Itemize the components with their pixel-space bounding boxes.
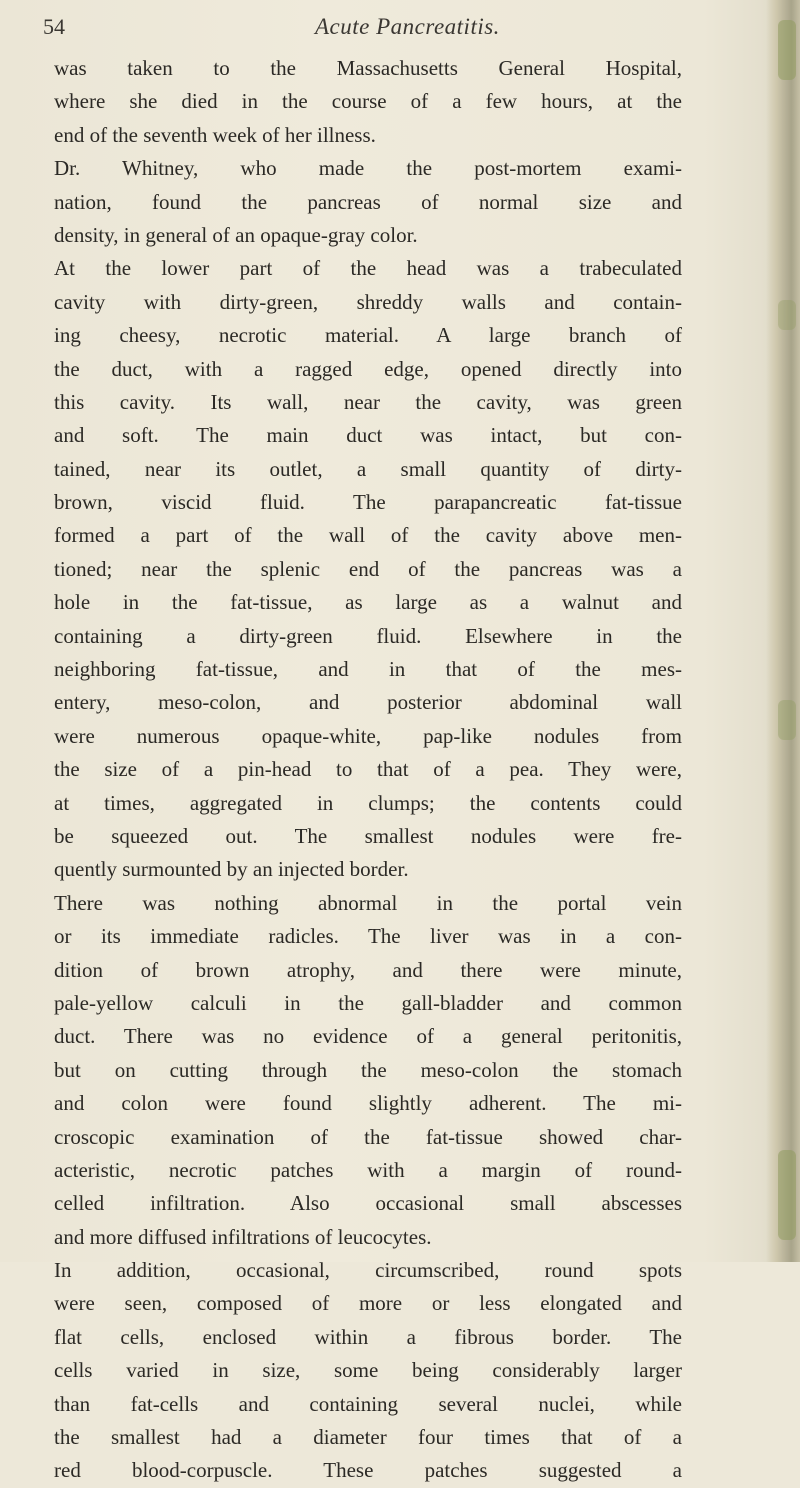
text-line: this cavity. Its wall, near the cavity, was green [54,389,682,414]
body-text [54,52,682,1488]
text-line: the duct, with a ragged edge, opened directly into [54,356,682,381]
text-line: celled infiltration. Also occasional small abscesses [54,1191,682,1216]
text-line: the smallest had a diameter four times that of a [54,1425,682,1450]
text-line: neighboring fat-tissue, and in that of the mes- [54,657,682,682]
text-line: or its immediate radicles. The liver was in a con- [54,924,682,949]
text-line: acteristic, necrotic patches with a margin of round- [54,1157,682,1182]
text-line: Dr. Whitney, who made the post-mortem exami- [54,156,682,181]
edge-stain [778,20,796,80]
text-line: formed a part of the wall of the cavity above men- [54,523,682,548]
text-line: the size of a pin-head to that of a pea. They were, [54,757,682,782]
running-title: Acute Pancreatitis. [315,14,500,39]
text-line: In addition, occasional, circumscribed, round spots [54,1258,682,1283]
text-line: croscopic examination of the fat-tissue showed char- [54,1124,682,1149]
text-line: dition of brown atrophy, and there were minute, [54,957,682,982]
edge-stain [778,300,796,330]
text-line: and more diffused infiltrations of leucocytes. [54,1224,432,1249]
text-line: pale-yellow calculi in the gall-bladder and common [54,990,682,1015]
page-header [43,14,683,54]
text-line: quently surmounted by an injected border. [54,857,409,882]
text-line: were numerous opaque-white, pap-like nodules from [54,723,682,748]
text-line: red blood-corpuscle. These patches suggested a [54,1458,682,1483]
edge-stain [778,700,796,740]
text-line: but on cutting through the meso-colon the stomach [54,1057,682,1082]
text-line: at times, aggregated in clumps; the contents could [54,790,682,815]
text-line: nation, found the pancreas of normal size and [54,189,682,214]
text-line: At the lower part of the head was a trabeculated [54,256,682,281]
text-line: tained, near its outlet, a small quantity of dirty- [54,456,682,481]
text-line: entery, meso-colon, and posterior abdominal wall [54,690,682,715]
text-line: ing cheesy, necrotic material. A large branch of [54,323,682,348]
text-line: duct. There was no evidence of a general peritonitis, [54,1024,682,1049]
page-spine-edge [766,0,800,1262]
text-line: were seen, composed of more or less elongated and [54,1291,682,1316]
text-line: was taken to the Massachusetts General Hospital, [54,56,682,80]
text-line: and colon were found slightly adherent. The mi- [54,1091,682,1116]
text-line: There was nothing abnormal in the portal vein [54,890,682,915]
text-line: where she died in the course of a few hours, at the [54,89,682,114]
text-line: hole in the fat-tissue, as large as a walnut and [54,590,682,615]
text-line: containing a dirty-green fluid. Elsewhere in the [54,623,682,648]
text-line: than fat-cells and containing several nuclei, while [54,1391,682,1416]
text-line: cavity with dirty-green, shreddy walls and contain- [54,289,682,314]
text-line: be squeezed out. The smallest nodules were fre- [54,823,682,848]
text-line: cells varied in size, some being considerably larger [54,1358,682,1383]
text-line: end of the seventh week of her illness. [54,122,376,147]
page-number: 54 [43,14,65,39]
text-line: density, in general of an opaque-gray color. [54,222,418,247]
edge-stain [778,1150,796,1240]
text-line: brown, viscid fluid. The parapancreatic fat-tissue [54,490,682,515]
text-line: flat cells, enclosed within a fibrous border. The [54,1324,682,1349]
text-line: and soft. The main duct was intact, but con- [54,423,682,448]
text-line: tioned; near the splenic end of the pancreas was a [54,556,682,581]
